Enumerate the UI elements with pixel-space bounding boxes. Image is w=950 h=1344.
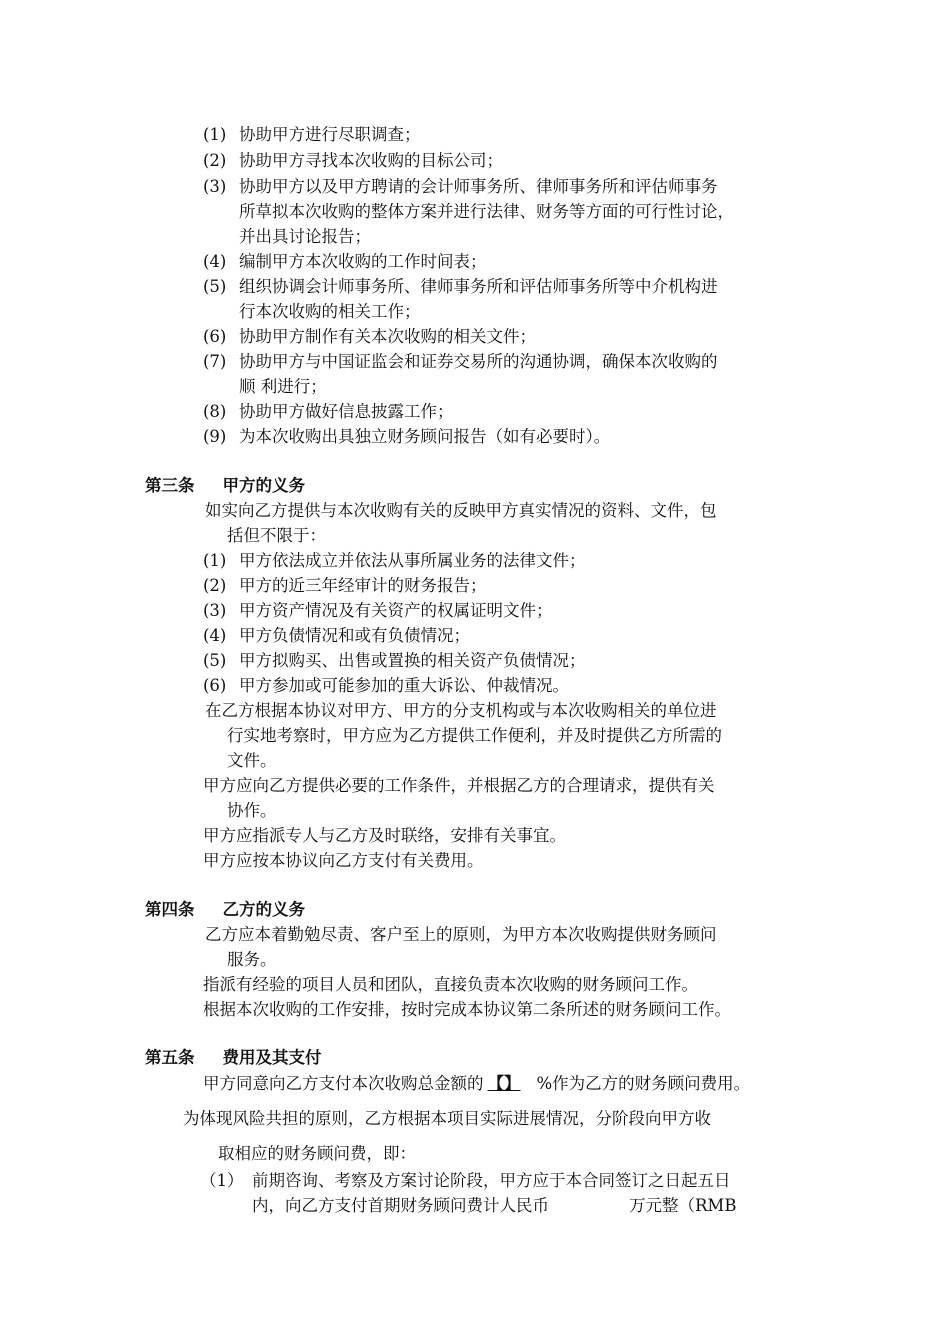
paragraph-line: 为体现风险共担的原则，乙方根据本项目实际进展情况，分阶段向甲方收 [183,1109,711,1128]
paragraph-line: 甲方应指派专人与乙方及时联络，安排有关事宜。 [203,826,566,845]
article-heading: 第三条 甲方的义务 [145,476,305,495]
paragraph-line: 如实向乙方提供与本次收购有关的反映甲方真实情况的资料、文件，包 [205,501,717,520]
paragraph-line: 括但不限于： [227,526,326,545]
paragraph-line: 行实地考察时，甲方应为乙方提供工作便利，并及时提供乙方所需的 [227,726,722,745]
list-item: (1) 协助甲方进行尽职调查； [203,125,421,144]
paragraph-line: 甲方应按本协议向乙方支付有关费用。 [203,851,484,870]
list-item: (4) 编制甲方本次收购的工作时间表； [203,252,487,271]
list-item-continuation: 内，向乙方支付首期财务顾问费计人民币 万元整（RMB [252,1196,737,1215]
article-heading: 第五条 费用及其支付 [145,1048,322,1067]
list-item: （1） 前期咨询、考察及方案讨论阶段，甲方应于本合同签订之日起五日 [200,1171,731,1190]
article-heading: 第四条 乙方的义务 [145,900,305,919]
list-item: (2) 甲方的近三年经审计的财务报告； [203,576,487,595]
list-item: (5) 组织协调会计师事务所、律师事务所和评估师事务所等中介机构进 [203,277,718,296]
list-item: (4) 甲方负债情况和或有负债情况； [203,626,470,645]
paragraph-line: 根据本次收购的工作安排，按时完成本协议第二条所述的财务顾问工作。 [203,1000,731,1019]
list-item: (7) 协助甲方与中国证监会和证券交易所的沟通协调，确保本次收购的 [203,352,718,371]
paragraph-line: 服务。 [227,950,277,969]
fee-percentage-blank: 【】 [487,1074,521,1093]
list-item: (6) 协助甲方制作有关本次收购的相关文件； [203,327,536,346]
list-item: (8) 协助甲方做好信息披露工作； [203,402,454,421]
paragraph-line: 文件。 [227,751,277,770]
list-item: (2) 协助甲方寻找本次收购的目标公司； [203,151,503,170]
list-item: (3) 甲方资产情况及有关资产的权属证明文件； [203,601,553,620]
paragraph-line: 在乙方根据本协议对甲方、甲方的分支机构或与本次收购相关的单位进 [205,701,717,720]
list-item: (9) 为本次收购出具独立财务顾问报告（如有必要时）。 [203,427,611,446]
list-item: (6) 甲方参加或可能参加的重大诉讼、仲裁情况。 [203,676,569,695]
list-item-continuation: 并出具讨论报告； [239,227,371,246]
list-item-continuation: 顺 利进行； [239,377,327,396]
paragraph-line: 协作。 [227,801,277,820]
paragraph-line: 取相应的财务顾问费，即： [218,1144,416,1163]
list-item: (5) 甲方拟购买、出售或置换的相关资产负债情况； [203,651,586,670]
list-item-continuation: 行本次收购的相关工作； [239,302,421,321]
list-item: (1) 甲方依法成立并依法从事所属业务的法律文件； [203,551,586,570]
paragraph-line: 甲方应向乙方提供必要的工作条件，并根据乙方的合理请求，提供有关 [203,776,715,795]
list-item: (3) 协助甲方以及甲方聘请的会计师事务所、律师事务所和评估师事务 [203,177,718,196]
list-item-continuation: 所草拟本次收购的整体方案并进行法律、财务等方面的可行性讨论， [239,202,734,221]
paragraph-line: 指派有经验的项目人员和团队，直接负责本次收购的财务顾问工作。 [203,975,698,994]
fee-paragraph: 甲方同意向乙方支付本次收购总金额的 【】 %作为乙方的财务顾问费用。 [203,1074,751,1093]
paragraph-line: 乙方应本着勤勉尽责、客户至上的原则，为甲方本次收购提供财务顾问 [205,925,717,944]
